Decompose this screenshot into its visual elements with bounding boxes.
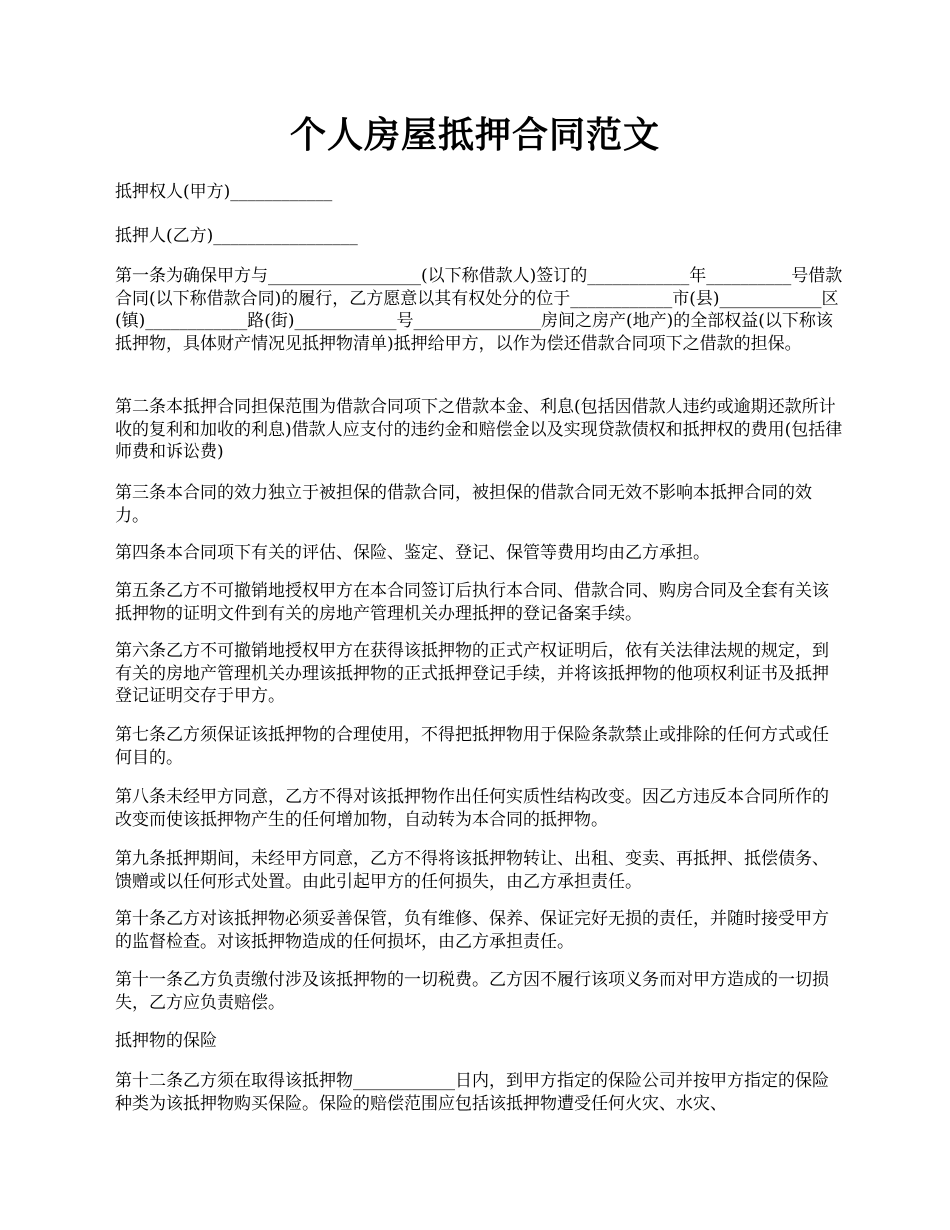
paragraph-article-1: 第一条为确保甲方与__________________(以下称借款人)签订的____________年__________号借款合同(以下称借款合同)的履行，乙方愿意以其有权处分的位于____________市(县)____________区(镇)____________路(街)____________号_______________房间之房产(地产)的全部权益(以下称该抵押物，具体财产情况见抵押物清单)抵押给甲方，以作为偿还借款合同项下之借款的担保。 (115, 266, 843, 354)
paragraph-article-2: 第二条本抵押合同担保范围为借款合同项下之借款本金、利息(包括因借款人违约或逾期还款所计收的复利和加收的利息)借款人应支付的违约金和赔偿金以及实现贷款债权和抵押权的费用(包括律师费和诉讼费) (115, 397, 843, 462)
paragraph-article-11: 第十一条乙方负责缴付涉及该抵押物的一切税费。乙方因不履行该项义务而对甲方造成的一切损失，乙方应负责赔偿。 (115, 970, 829, 1013)
document-title: 个人房屋抵押合同范文 (289, 114, 660, 156)
paragraph-article-6: 第六条乙方不可撤销地授权甲方在获得该抵押物的正式产权证明后，依有关法律法规的规定，到有关的房地产管理机关办理该抵押物的正式抵押登记手续，并将该抵押物的他项权利证书及抵押登记证明交存于甲方。 (115, 641, 829, 706)
paragraph-article-3: 第三条本合同的效力独立于被担保的借款合同，被担保的借款合同无效不影响本抵押合同的效力。 (115, 483, 812, 526)
paragraph-article-10: 第十条乙方对该抵押物必须妥善保管，负有维修、保养、保证完好无损的责任，并随时接受甲方的监督检查。对该抵押物造成的任何损坏，由乙方承担责任。 (115, 909, 829, 952)
paragraph-article-4: 第四条本合同项下有关的评估、保险、鉴定、登记、保管等费用均由乙方承担。 (115, 543, 710, 563)
section-heading-insurance: 抵押物的保险 (115, 1031, 217, 1051)
paragraph-article-9: 第九条抵押期间，未经甲方同意，乙方不得将该抵押物转让、出租、变卖、再抵押、抵偿债务、馈赠或以任何形式处置。由此引起甲方的任何损失，由乙方承担责任。 (115, 849, 829, 892)
paragraph-mortgagor: 抵押人(乙方)_________________ (115, 226, 358, 246)
paragraph-article-8: 第八条未经甲方同意，乙方不得对该抵押物作出任何实质性结构改变。因乙方违反本合同所作的改变而使该抵押物产生的任何增加物，自动转为本合同的抵押物。 (115, 787, 829, 830)
paragraph-mortgagee: 抵押权人(甲方)____________ (115, 182, 333, 202)
paragraph-article-12: 第十二条乙方须在取得该抵押物____________日内，到甲方指定的保险公司并按甲方指定的保险种类为该抵押物购买保险。保险的赔偿范围应包括该抵押物遭受任何火灾、水灾、 (115, 1071, 829, 1114)
paragraph-article-5: 第五条乙方不可撤销地授权甲方在本合同签订后执行本合同、借款合同、购房合同及全套有关该抵押物的证明文件到有关的房地产管理机关办理抵押的登记备案手续。 (115, 581, 829, 624)
paragraph-article-7: 第七条乙方须保证该抵押物的合理使用，不得把抵押物用于保险条款禁止或排除的任何方式或任何目的。 (115, 725, 829, 768)
